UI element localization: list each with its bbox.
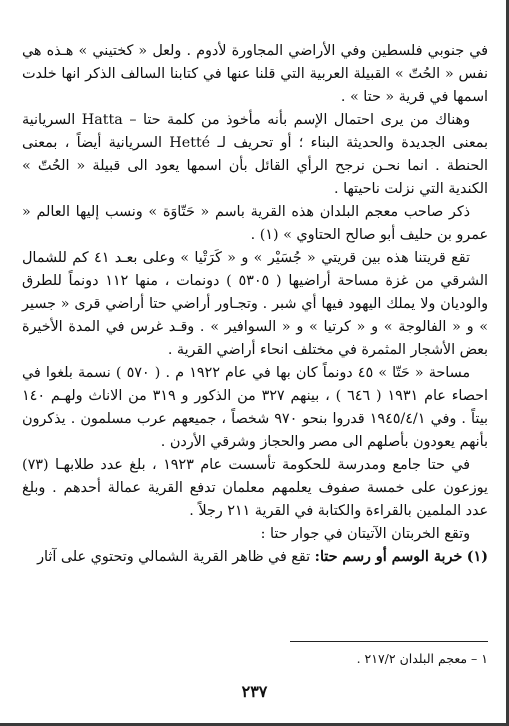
footnote: ١ – معجم البلدان ٢١٧/٢ . <box>356 651 488 666</box>
page-number: ٢٣٧ <box>241 682 268 701</box>
item-heading: خربة الوسم أو رسم حتا: <box>314 549 463 565</box>
paragraph-7: وتقع الخربتان الآتيتان في جوار حتا : <box>260 526 470 542</box>
paragraph-5: مساحة « حَتّا » ٤٥ دونماً كان بها في عام ١٩٢٢ م . ( ٥٧٠ ) نسمة بلغوا في احصاء عام ١٩٣١ ( ٦٤٦ ) ، بينهم ٣٢٧ من الذكور و ٣١٩ من الاناث ولهـم ١٤٠ بيتاً . وفي ١٩٤٥/٤/١ قدروا بنحو ٩٧٠ شخصاً ، جميعهم عرب مسلمون . يذكرون بأنهم يعودون بأصلهم الى مصر والحجاز وشرقي الأردن . <box>22 365 489 450</box>
paragraph-4: تقع قريتنا هذه بين قريتي « جُسَيْر » و « كَرَتْيا » وعلى بعـد ٤١ كم للشمال الشرقي من غزة مساحة أراضيها ( ٥٣٠٥ ) دونمات ، منها ١١٢ دونماً للطرق والوديان ولا يملك اليهود فيها أي شبر . وتجـاور أراضي حتا أراضي قرى « جسير » و « الفالوجة » و « كرتيا » و « السوافير » . وقـد غرس في المدة الأخيرة بعض الأشجار المثمرة في مختلف انحاء أراضي القرية . <box>22 250 488 358</box>
paragraph-6: في حتا جامع ومدرسة للحكومة تأسست عام ١٩٢٣ ، بلغ عدد طلابهـا (٧٣) يوزعون على خمسة صفوف يعلمهم معلمان تدفع القرية عمالة أحدهم . وبلغ عدد الملمين بالقراءة والكتابة في القرية ٢١١ رجلاً . <box>22 457 488 519</box>
paragraph-2: وهناك من يرى احتمال الإسم بأنه مأخوذ من كلمة حتا – Hatta السريانية بمعنى الجديدة والحديثة البناء ؛ أو تحريف لـ Hetté السريانية أيضاً ، بمعنى الحنطة . انما نحـن نرجح الرأي القائل بأن اسمها يعود الى قبيلة « الحُتّ » الكندية التي نزلت ناحيتها . <box>22 112 488 197</box>
paragraph-3: ذكر صاحب معجم البلدان هذه القرية باسم « حَتّاوَة » ونسب إليها العالم « عمرو بن حليف أبو صالح الحتاوي » (١) . <box>22 204 488 243</box>
body-text <box>22 40 488 569</box>
footnote-divider <box>290 641 488 642</box>
item-marker: (١) <box>466 549 488 565</box>
item-text: تقع في ظاهر القرية الشمالي وتحتوي على آثار <box>37 549 311 565</box>
numbered-item <box>22 546 488 569</box>
paragraph-1: في جنوبي فلسطين وفي الأراضي المجاورة لأدوم . ولعل « كختيني » هـذه هي نفس « الحُتّ » القبيلة العربية التي قلنا عنها في كتابنا السالف الذكر انها خلدت اسمها في قرية « حتا » . <box>22 43 488 105</box>
